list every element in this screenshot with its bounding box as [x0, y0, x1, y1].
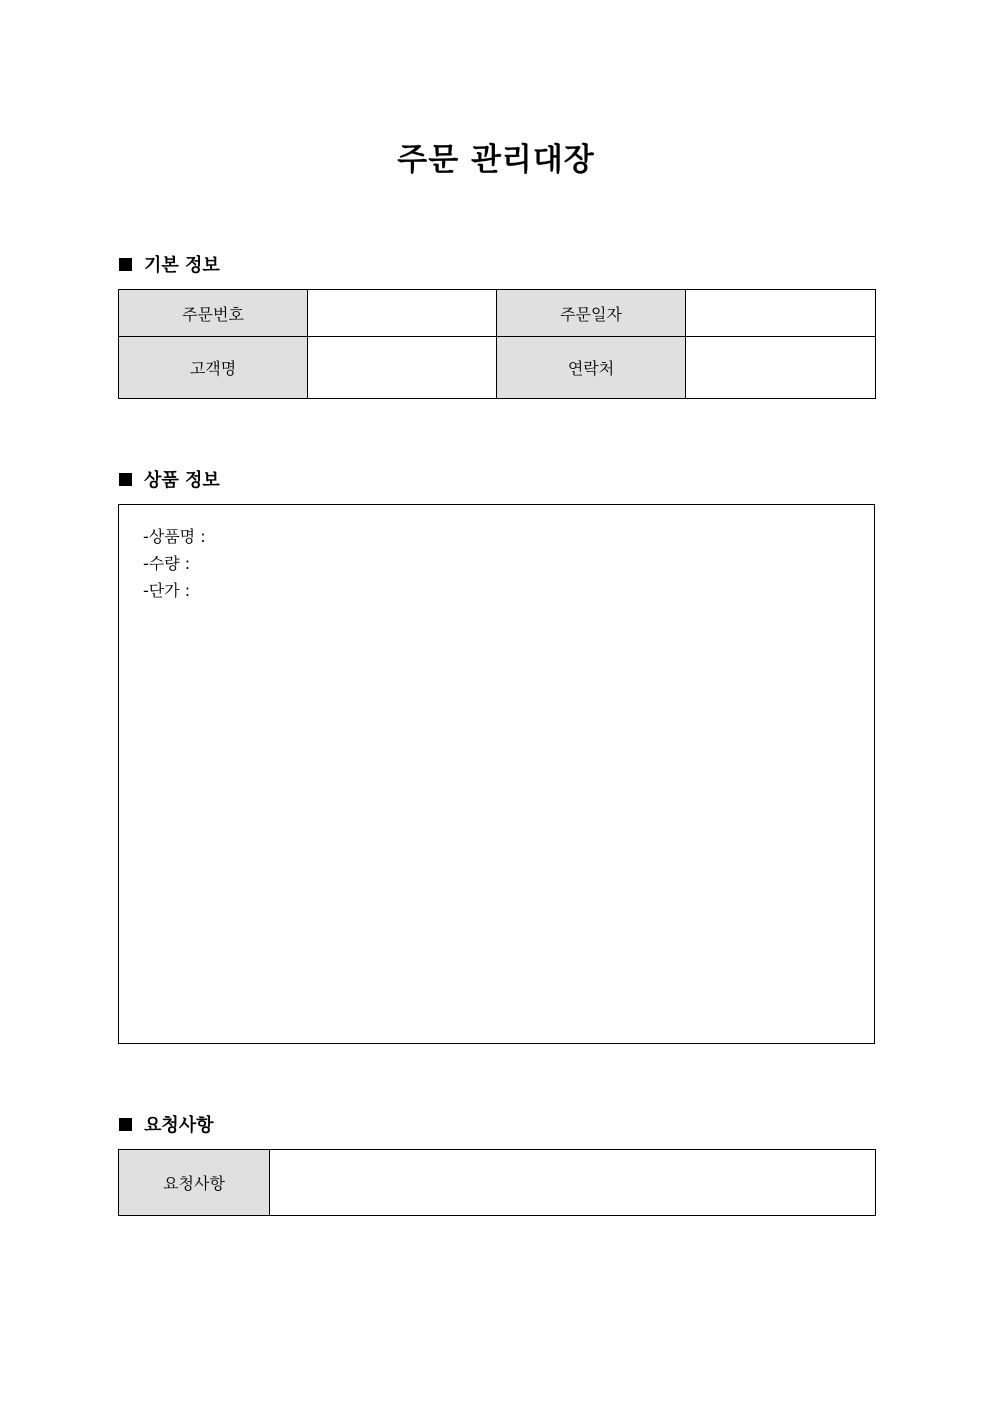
contact-field[interactable] — [686, 337, 876, 399]
document-title: 주문 관리대장 — [397, 142, 595, 178]
unit-price-line: -단가 : — [143, 581, 191, 600]
requests-field[interactable] — [270, 1150, 876, 1216]
section-heading-product-text: 상품 정보 — [144, 470, 220, 491]
square-bullet-icon — [119, 473, 132, 486]
product-name-line: -상품명 : — [143, 527, 206, 546]
product-info-box[interactable] — [118, 504, 875, 1044]
section-heading-requests-text: 요청사항 — [144, 1115, 214, 1136]
section-heading-product — [119, 467, 220, 491]
order-date-field[interactable] — [686, 290, 876, 337]
product-info-lines — [143, 523, 206, 604]
section-heading-basic-text: 기본 정보 — [144, 255, 220, 276]
customer-name-label: 고객명 — [119, 337, 308, 399]
square-bullet-icon — [119, 258, 132, 271]
requests-label: 요청사항 — [119, 1150, 270, 1216]
contact-label: 연락처 — [497, 337, 686, 399]
section-heading-requests — [119, 1112, 214, 1136]
order-date-label: 주문일자 — [497, 290, 686, 337]
square-bullet-icon — [119, 1118, 132, 1131]
requests-table — [118, 1149, 876, 1216]
quantity-line: -수량 : — [143, 554, 191, 573]
order-number-field[interactable] — [308, 290, 497, 337]
basic-info-table — [118, 289, 876, 399]
customer-name-field[interactable] — [308, 337, 497, 399]
section-heading-basic — [119, 252, 220, 276]
order-number-label: 주문번호 — [119, 290, 308, 337]
